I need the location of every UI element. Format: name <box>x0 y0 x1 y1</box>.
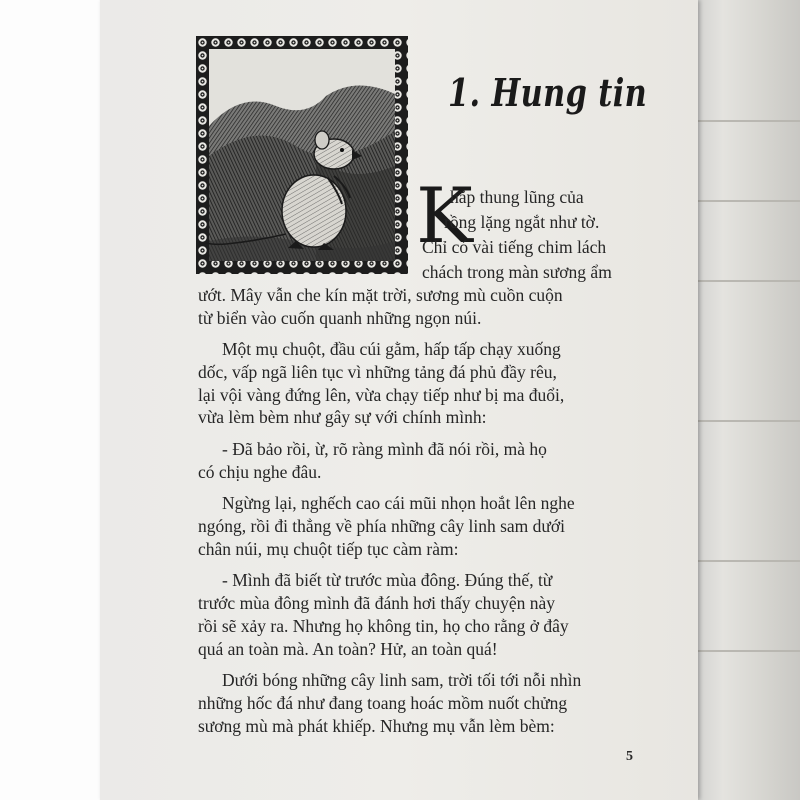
chapter-title: 1. Hung tin <box>448 70 648 115</box>
drop-cap-letter: K <box>416 171 473 260</box>
text-line: - Đã bảo rồi, ừ, rõ ràng mình đã nói rồi, mà họ <box>222 439 547 459</box>
text-line: vừa lèm bèm như gây sự với chính mình: <box>198 407 487 427</box>
text-line: chân núi, mụ chuột tiếp tục càm ràm: <box>198 539 459 559</box>
background-stack-right <box>690 0 800 800</box>
text-line: những hốc đá như đang toang hoác mồm nuốt chửng <box>198 693 568 713</box>
text-line: có chịu nghe đâu. <box>198 462 322 482</box>
text-line: Ngừng lại, nghếch cao cái mũi nhọn hoắt lên nghe <box>222 493 575 513</box>
text-line: Chỉ có vài tiếng chim lách <box>422 237 607 257</box>
text-line: dốc, vấp ngã liên tục vì những tảng đá phủ đầy rêu, <box>198 362 557 382</box>
text-line: từ biển vào cuốn quanh những ngọn núi. <box>198 308 482 328</box>
text-line: Một mụ chuột, đầu cúi gằm, hấp tấp chạy xuống <box>222 339 561 359</box>
text-line: ngóng, rồi đi thẳng về phía những cây linh sam dưới <box>198 516 565 536</box>
text-line: Dưới bóng những cây linh sam, trời tối tới nỗi nhìn <box>222 670 582 690</box>
page-number: 5 <box>626 749 633 764</box>
text-line: ướt. Mây vẫn che kín mặt trời, sương mù cuồn cuộn <box>198 285 563 305</box>
text-line: chách trong màn sương ẩm <box>422 262 612 282</box>
text-line: sương mù mà phát khiếp. Nhưng mụ vẫn lèm bèm: <box>198 716 555 736</box>
text-line: rồi sẽ xảy ra. Nhưng họ không tin, họ cho rằng ở đây <box>198 616 569 636</box>
text-line: quá an toàn mà. An toàn? Hử, an toàn quá! <box>198 639 498 659</box>
mouse-illustration <box>196 36 408 274</box>
text-line: rồng lặng ngắt như tờ. <box>444 212 600 232</box>
text-line: trước mùa đông mình đã đánh hơi thấy chuyện này <box>198 593 556 613</box>
text-line: - Mình đã biết từ trước mùa đông. Đúng thế, từ <box>222 570 553 590</box>
background-left <box>0 0 100 800</box>
text-line: hắp thung lũng của <box>450 187 584 207</box>
text-line: lại vội vàng đứng lên, vừa chạy tiếp như bị ma đuổi, <box>198 385 565 405</box>
